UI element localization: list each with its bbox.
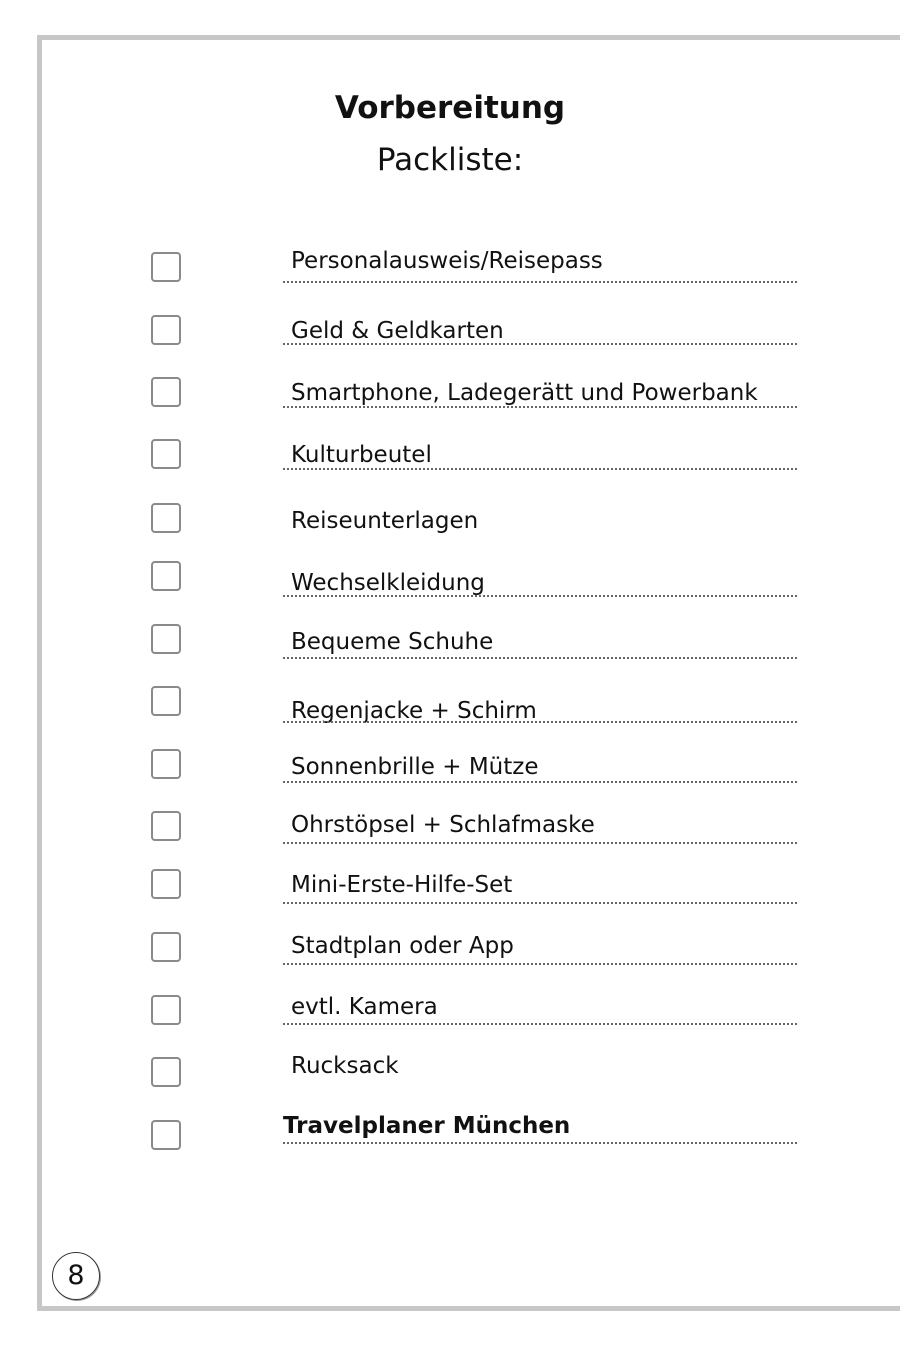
dotted-writing-line [283,721,797,723]
item-checkbox[interactable] [151,439,181,469]
item-checkbox[interactable] [151,1057,181,1087]
item-checkbox[interactable] [151,869,181,899]
item-checkbox[interactable] [151,624,181,654]
item-label: Rucksack [291,1053,399,1079]
dotted-writing-line [283,963,797,965]
item-checkbox[interactable] [151,686,181,716]
dotted-writing-line [283,595,797,597]
item-label: Personalausweis/Reisepass [291,248,603,274]
item-checkbox[interactable] [151,749,181,779]
item-checkbox[interactable] [151,503,181,533]
dotted-writing-line [283,1142,797,1144]
dotted-writing-line [283,281,797,283]
item-label: Smartphone, Ladegerätt und Powerbank [291,380,758,406]
dotted-writing-line [283,781,797,783]
item-checkbox[interactable] [151,995,181,1025]
dotted-writing-line [283,343,797,345]
item-checkbox[interactable] [151,377,181,407]
item-checkbox[interactable] [151,315,181,345]
item-label: Mini-Erste-Hilfe-Set [291,872,513,898]
dotted-writing-line [283,406,797,408]
item-label: Ohrstöpsel + Schlafmaske [291,812,595,838]
page-subtitle: Packliste: [376,142,524,178]
item-label: Sonnenbrille + Mütze [291,754,539,780]
item-label: Stadtplan oder App [291,933,514,959]
dotted-writing-line [283,468,797,470]
page-number-badge: 8 [52,1252,100,1300]
item-checkbox[interactable] [151,561,181,591]
page-title: Vorbereitung [334,90,566,126]
item-checkbox[interactable] [151,811,181,841]
item-label: Reiseunterlagen [291,508,479,534]
item-label: Geld & Geldkarten [291,318,504,344]
item-checkbox[interactable] [151,252,181,282]
item-label: Kulturbeutel [291,442,432,468]
item-label: Regenjacke + Schirm [291,698,537,724]
dotted-writing-line [283,842,797,844]
item-label: Wechselkleidung [291,570,485,596]
dotted-writing-line [283,902,797,904]
item-checkbox[interactable] [151,1120,181,1150]
dotted-writing-line [283,657,797,659]
dotted-writing-line [283,1023,797,1025]
item-label: evtl. Kamera [291,994,438,1020]
item-label: Travelplaner München [283,1113,571,1139]
item-checkbox[interactable] [151,932,181,962]
item-label: Bequeme Schuhe [291,629,494,655]
